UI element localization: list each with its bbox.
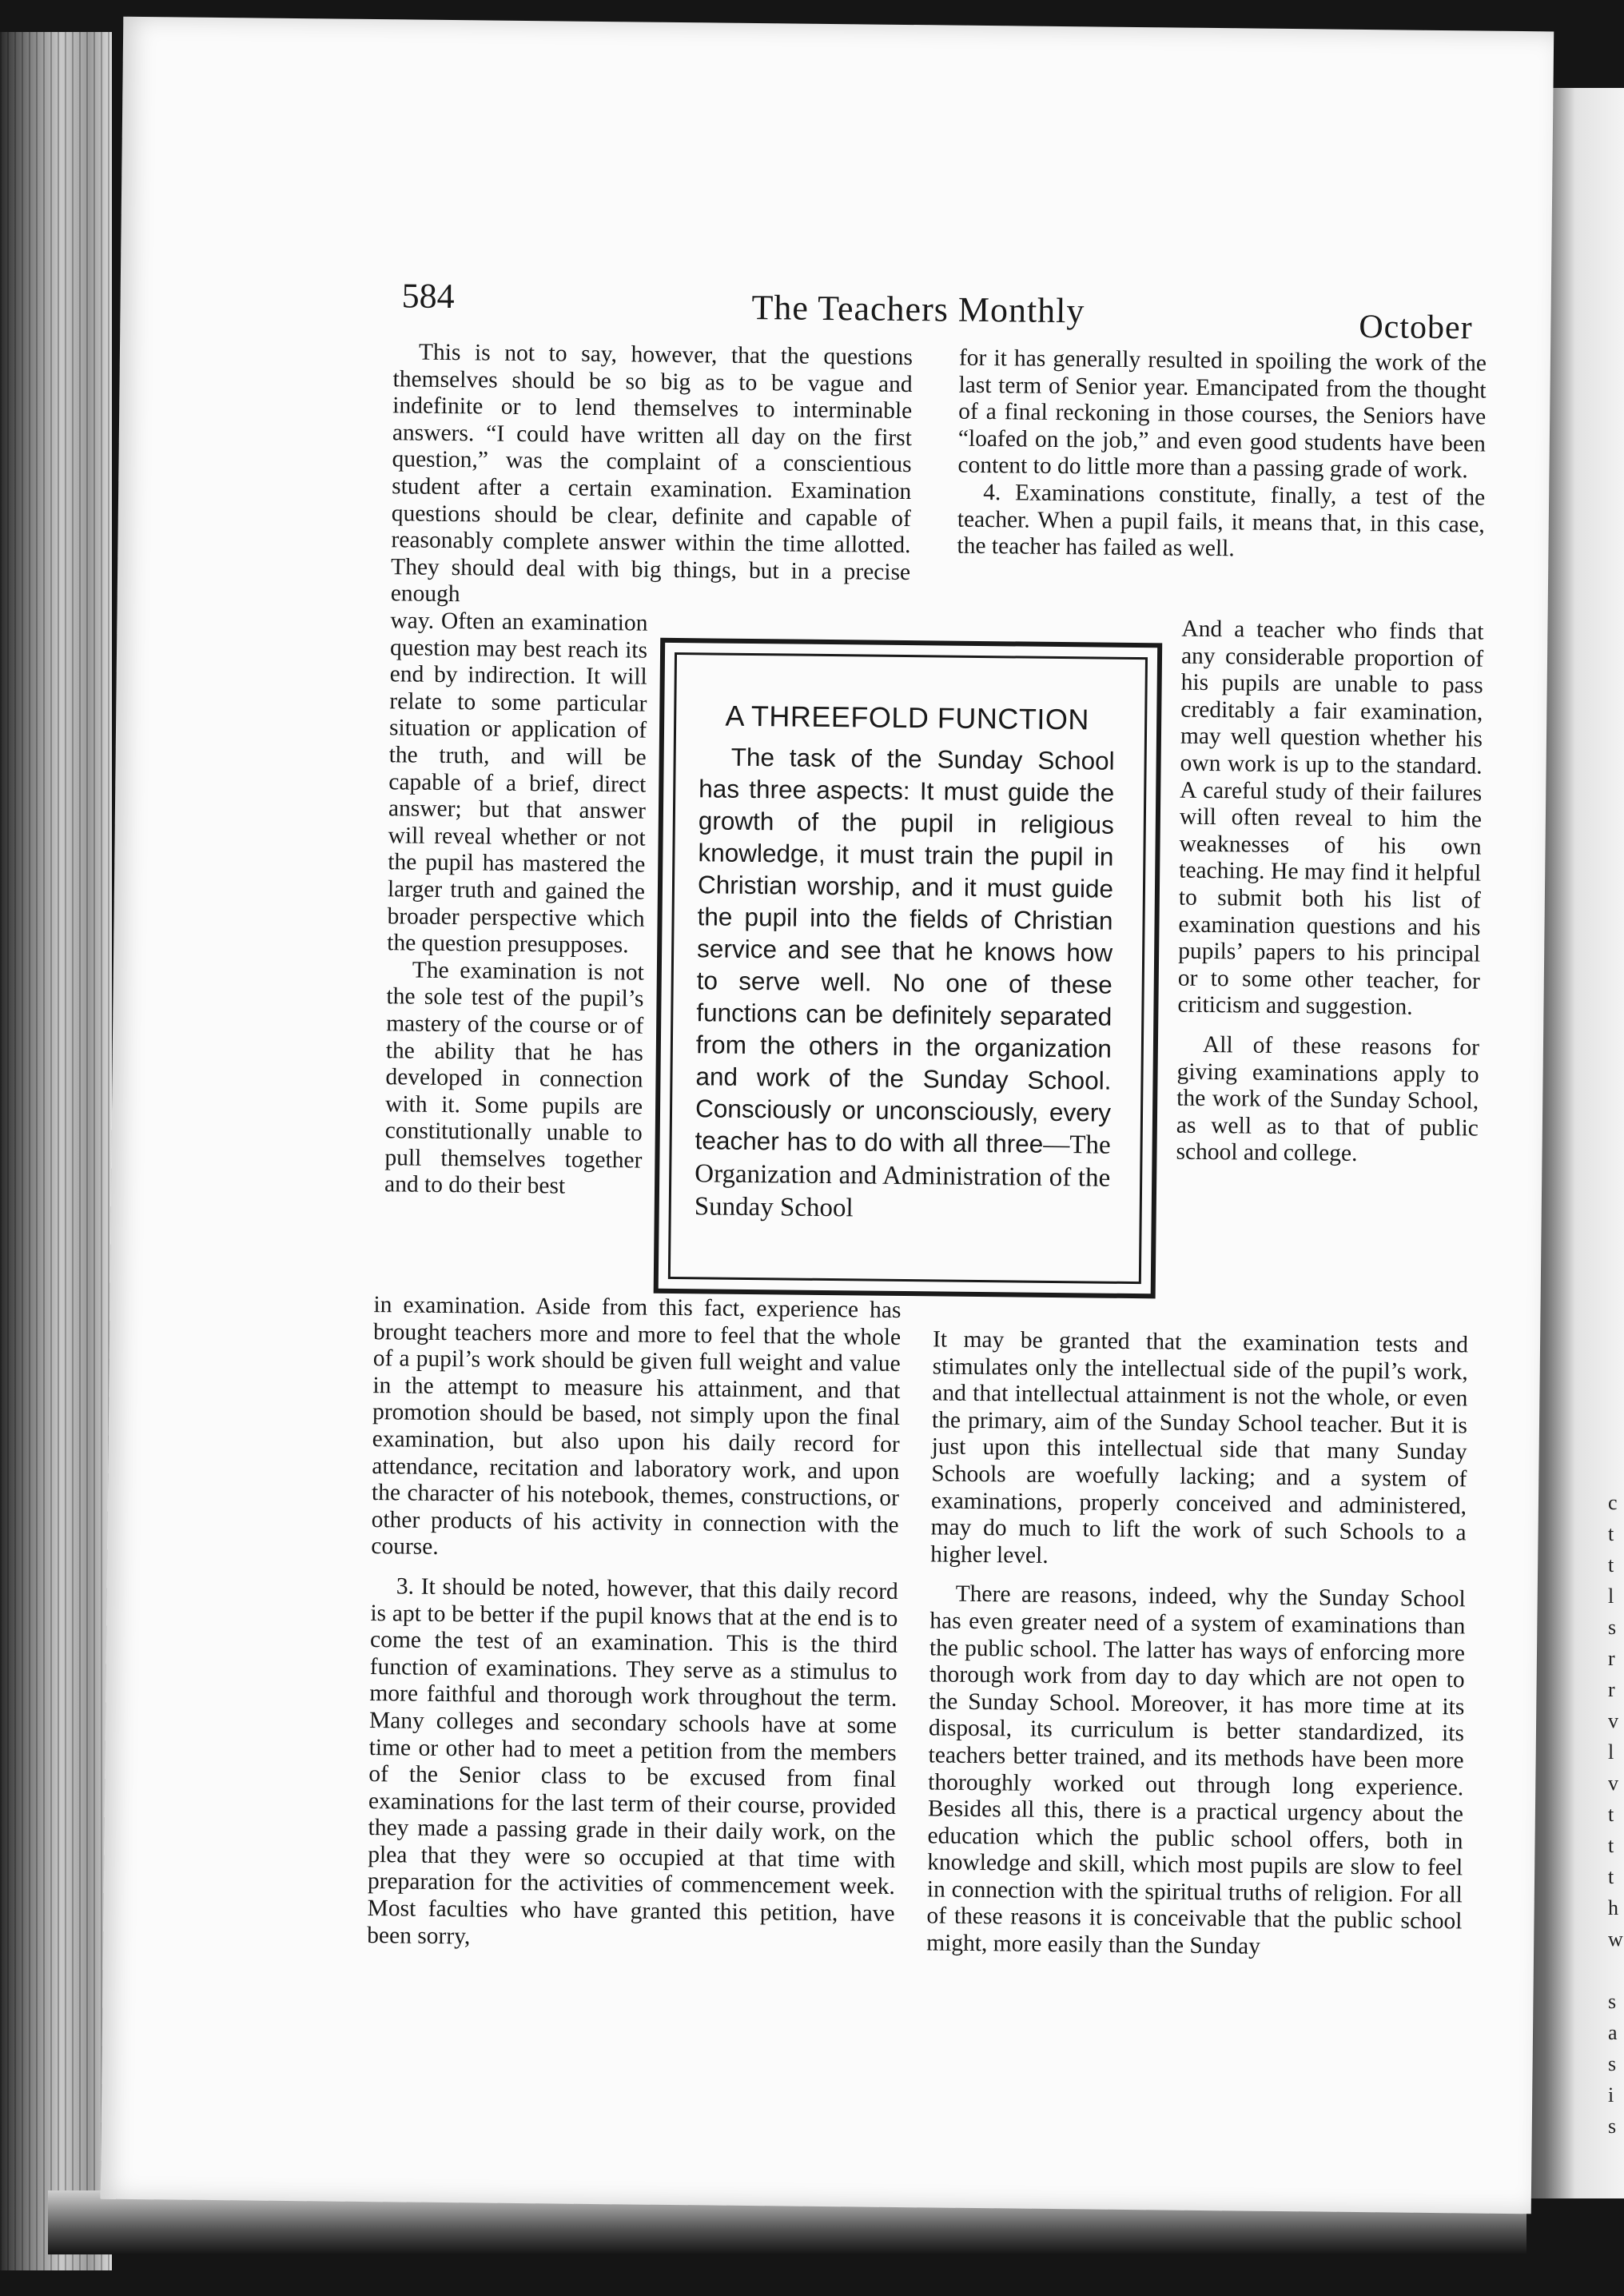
page-number: 584 xyxy=(401,276,455,317)
left-column-bottom xyxy=(367,1292,902,1955)
paragraph: It may be granted that the examination tests and stimulates only the intellectual side of the pupil’s work, and that intellectual attainment is not the whole, or even the primary, aim of the Sunday School teacher. But it is just upon this intellectual side that many Sunday Schools are woefully lacking; and a system of examinations, properly conceived and administered, may do much to lift the work of such Schools to a higher level. xyxy=(930,1326,1469,1569)
paragraph: in examination. Aside from this fact, experience has brought teachers more and more to feel that the whole of a pupil’s work should be given full weight and value in the attempt to measure his attainment, and that promotion should be based, not simply upon the final examination, but also upon his daily record for attendance, recitation and laboratory work, and upon the character of his notebook, themes, constructions, or other products of his activity in connection with the course. xyxy=(371,1292,902,1561)
next-page-letter: i xyxy=(1608,2083,1614,2107)
next-page-letter: t xyxy=(1608,1834,1614,1857)
paragraph: The examination is not the sole test of the pupil’s mastery of the course or of the ability that he has developed in connection with it. Some pupils are constitutionally unable to pull themselves together and to do their best xyxy=(384,957,645,1200)
issue-month: October xyxy=(1359,308,1473,347)
left-column-narrow xyxy=(384,608,648,1201)
running-title: The Teachers Monthly xyxy=(751,287,1085,331)
next-page-letter: t xyxy=(1608,1803,1614,1826)
left-column-top xyxy=(391,339,913,613)
paragraph: 4. Examinations constitute, finally, a test of the teacher. When a pupil fails, it means that, in this case, the teacher has failed as well. xyxy=(957,479,1486,562)
paragraph: way. Often an examination question may best reach its end by indirection. It will relate to some particular situation or application of the truth, and will be capable of a brief, direct answer; but that answer will reveal whether or not the pupil has mastered the larger truth and gained the broader perspective which the question presupposes. xyxy=(387,608,648,959)
next-page-letter: s xyxy=(1608,2052,1617,2075)
right-column-top xyxy=(957,345,1487,566)
sidebar-box xyxy=(654,638,1163,1299)
paragraph: 3. It should be noted, however, that this daily record is apt to be better if the pupil knows that at the end is to come the test of an examination. This is the third function of examinations. They serve as a stimulus to more faithful and thorough work throughout the term. Many colleges and secondary schools have at some time or other had to meet a petition from the members of the Senior class to be excused from final examinations for the last term of their course, provided they made a passing grade in their daily work, on the plea that they were so occupied at that time with preparation for the activities of commencement week. Most faculties who have granted this petition, have been sorry, xyxy=(367,1573,898,1950)
next-page-letter: h xyxy=(1608,1896,1618,1919)
next-page-letter: w xyxy=(1608,1927,1623,1951)
next-page-letter: r xyxy=(1608,1647,1615,1670)
page-stack-lines xyxy=(0,32,112,2270)
next-page-letter: r xyxy=(1608,1678,1615,1701)
next-page-letter: s xyxy=(1608,1990,1617,2013)
sidebar-heading: A THREEFOLD FUNCTION xyxy=(725,699,1090,736)
next-page-letter: s xyxy=(1608,2115,1617,2138)
next-page-letter: l xyxy=(1608,1740,1614,1764)
paragraph: All of these reasons for giving examinations apply to the work of the Sunday School, as well as to that of public school and college. xyxy=(1176,1031,1480,1167)
next-page-letter: c xyxy=(1608,1491,1618,1514)
paragraph: This is not to say, however, that the questions themselves should be so big as to be vague and indefinite or to lend themselves to interminable answers. “I could have written all day on the first question,” was the complaint of a conscientious student after a certain examination. Examination questions should be clear, definite and capable of reasonably complete answer within the time allotted. They should deal with big things, but in a precise enough xyxy=(390,339,914,608)
sidebar-box-content xyxy=(695,699,1116,1226)
page-header xyxy=(120,257,1551,347)
next-page-letter: t xyxy=(1608,1522,1614,1545)
next-page-letter: v xyxy=(1608,1709,1618,1732)
next-page-fragment xyxy=(1608,1487,1624,2138)
paragraph: There are reasons, indeed, why the Sunday School has even greater need of a system of examinations than the public school. The latter has ways of enforcing more thorough work from day to day which are not open to the Sunday School. Moreover, it has more time at its disposal, its curriculum is better standardized, its teachers better trained, and its methods have been more thoroughly worked out through long experience. Besides all this, there is a practical urgency about the education which the public school offers, both in knowledge and skill, which most pupils are slow to feel in connection with the spiritual truths of religion. For all of these reasons it is conceivable that the public school might, more easily than the Sunday xyxy=(925,1581,1466,1959)
next-page-letter xyxy=(1608,1955,1624,1986)
paragraph: for it has generally resulted in spoiling the work of the last term of Senior year. Emancipated from the thought of a final reckoning in those courses, the Seniors have “loafed on the job,” and even good students have been content to do little more than a passing grade of work. xyxy=(957,345,1487,484)
sidebar-body-text: The task of the Sunday School has three aspects: It must guide the growth of the pupil in religious knowledge, it must train the pupil in Christian worship, and it must guide the pupil into the fields of Christian service and see that he knows how to serve well. No one of these functions can be definitely separated from the others in the organization and work of the Sunday School. Consciously or unconsciously, every teacher has to do with all three xyxy=(695,742,1115,1158)
paragraph: And a teacher who finds that any considerable proportion of his pupils are unable to pass creditably a fair examination, may well question whether his own work is up to the standard. A careful study of their failures will often reveal to him the weaknesses of his own teaching. He may find it helpful to submit both his list of examination questions and his pupils’ papers to his principal or to some other teacher, for criticism and suggestion. xyxy=(1177,616,1484,1020)
next-page-letter: t xyxy=(1608,1865,1614,1888)
right-column-narrow xyxy=(1176,616,1483,1170)
next-page-letter: t xyxy=(1608,1553,1614,1577)
sidebar-body xyxy=(695,740,1115,1226)
next-page-letter: v xyxy=(1608,1772,1618,1795)
sidebar-source: —The Organization and Administration of the Sunday School xyxy=(694,1130,1111,1223)
next-page-letter: a xyxy=(1608,2021,1618,2044)
book-page xyxy=(101,17,1554,2214)
right-column-bottom xyxy=(926,1326,1468,1963)
next-page-letter: s xyxy=(1608,1616,1617,1639)
next-page-letter: l xyxy=(1608,1584,1614,1608)
